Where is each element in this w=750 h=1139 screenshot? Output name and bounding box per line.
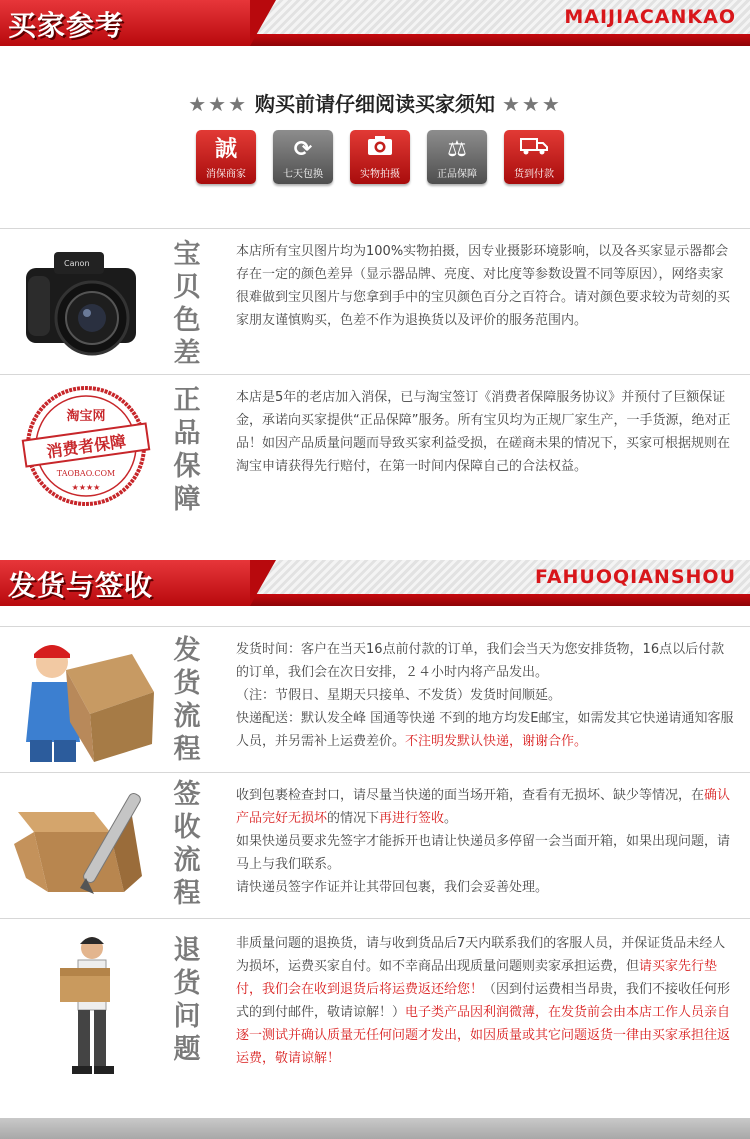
notice-text: 购买前请仔细阅读买家须知 [255,92,495,116]
open-box-pen-picture [14,782,164,910]
svg-text:消费者保障: 消费者保障 [45,431,128,462]
camera-photo [14,238,164,366]
honesty-seal-icon: 誠 [214,137,237,162]
scale-icon: ⚖ [447,137,467,162]
section-title-color: 宝 贝 色 差 [173,239,201,369]
badge-consumer-protection: 誠 消保商家 [196,130,256,184]
badge-cash-on-delivery: 货到付款 [504,130,564,184]
notice-heading [0,88,750,117]
section-sign-flow [0,772,750,918]
banner-title: 发货与签收 [8,569,154,602]
banner-pinyin: FAHUOQIANSHOU [535,566,736,588]
section-returns [0,918,750,1088]
returns-text: 非质量问题的退换货，请与收到货品后7天内联系我们的客服人员，并保证货品未经人为损坏，运费买家自付。如不幸商品出现质量问题则卖家承担运费，但请买家先行垫付，我们会在收到退货后将运费返还给您！（因到付运费相当昂贵，我们不接收任何形式的到付邮件，敬请谅解！）电子类产品因利润微薄，在发货前会由本店工作人员亲自逐一测试并确认质量无任何问题才发出，如因质量或其它问题返货一律由买家承担往返运费，敬请谅解！ [236,936,731,1066]
buyer-reference-banner [0,0,750,46]
man-carrying-box-picture [14,930,164,1080]
section-title-returns: 退 货 问 题 [173,935,201,1065]
section-title-genuine: 正 品 保 障 [173,385,201,515]
section-title-sign: 签 收 流 程 [173,779,201,909]
section-shipping-flow [0,626,750,772]
svg-text:淘宝网: 淘宝网 [66,409,106,424]
section-title-shipping: 发 货 流 程 [173,635,201,765]
badge-real-photos: 实物拍摄 [350,130,410,184]
shipping-receipt-banner [0,560,750,606]
stars-left: ★★★ [188,92,249,116]
consumer-protection-stamp [14,382,164,512]
banner-pinyin: MAIJIACANKAO [564,6,736,28]
svg-text:TAOBAO.COM: TAOBAO.COM [56,469,116,478]
badge-genuine-guarantee: ⚖ 正品保障 [427,130,487,184]
genuine-text: 本店是5年的老店加入消保，已与淘宝签订《消费者保障服务协议》并预付了巨额保证金，承诺向买家提供“正品保障”服务。所有宝贝均为正规厂家生产，一手货源，绝对正品！如因产品质量问题而导致买家利益受损，在磋商未果的情况下，买家可根据规则在淘宝申请获得先行赔付，在第一时间内保障自己的合法权益。 [236,390,731,474]
camera-brand: Canon [64,259,90,268]
sign-text: 收到包裹检查封口，请尽量当快递的面当场开箱，查看有无损坏、缺少等情况，在确认产品完好无损坏的情况下再进行签收。 如果快递员要求先签字才能拆开也请让快递员多停留一会当面开箱，如果出现问题，请马上与我们联系。 请快递员签字作证并让其带回包裹，我们会妥善处理。 [236,788,731,895]
courier-with-box-picture [14,632,164,766]
banner-title: 买家参考 [8,9,125,42]
svg-text:★★★★: ★★★★ [71,483,101,492]
section-color-difference [0,228,750,374]
stars-right: ★★★ [501,92,562,116]
service-badges [196,130,564,184]
badge-seven-day-exchange: ⟳ 七天包换 [273,130,333,184]
exchange-arrows-icon: ⟳ [293,137,313,162]
color-text: 本店所有宝贝图片均为100%实物拍摄，因专业摄影环境影响，以及各买家显示器都会存在一定的颜色差异（显示器品牌、亮度、对比度等参数设置不同等原因），网络卖家很难做到宝贝图片与您拿到手中的宝贝颜色百分之百符合。请对颜色要求较为苛刻的买家朋友谨慎购买，色差不作为退换货以及评价的服务范围内。 [236,244,731,328]
section-genuine-guarantee [0,374,750,520]
shipping-text: 发货时间：客户在当天16点前付款的订单，我们会当天为您安排货物，16点以后付款的订单，我们会在次日安排，２４小时内将产品发出。 （注：节假日、星期天只接单、不发货）发货时间顺延。 快递配送：默认发全峰 国通等快递 不到的地方均发E邮宝，如需发其它快递请通知客服人员，并另需补上运费差价。不注明发默认快递，谢谢合作。 [236,642,734,749]
bottom-bar [0,1118,750,1139]
truck-icon [520,136,548,163]
camera-icon [367,134,393,163]
